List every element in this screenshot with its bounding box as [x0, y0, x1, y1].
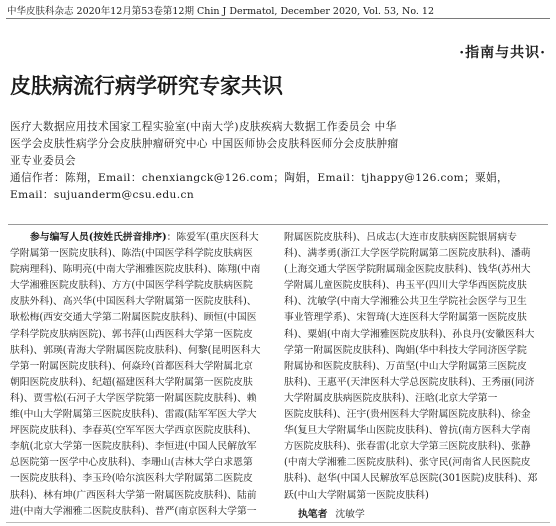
- affiliation-line: 亚专业委员会: [10, 155, 76, 167]
- writer-name: 沈敏学: [335, 508, 365, 520]
- contributors-line: 一医院皮肤科)、李玉玲(哈尔滨医科大学附属第二医院皮: [10, 473, 253, 485]
- contributors-line: 学第一附属医院皮肤科)、陶娟(华中科技大学同济医学院: [284, 344, 527, 356]
- contributors-line: 皮肤外科)、高兴华(中国医科大学附属第一医院皮肤科)、: [10, 296, 257, 308]
- contributors-line: 院病理科)、陈明亮(中南大学湘雅医院皮肤科)、陈翔(中南: [10, 264, 261, 276]
- contributors-line: 科)、贾雪松(石河子大学医学院第一附属医院皮肤科)、赖: [10, 392, 257, 404]
- contributors-line: 学第一附属医院皮肤科)、何焱玲(首都医科大学附属北京: [10, 360, 253, 372]
- correspondence-line: 通信作者：陈翔，Email：chenxiangck@126.com；陶娟，Email：tjhappy@126.com；粟娟，: [10, 172, 509, 184]
- contributors-line: 李航(北京大学第一医院皮肤科)、李恒进(中国人民解放军: [10, 441, 257, 453]
- correspondence-line: Email：sujuanderm@csu.edu.cn: [10, 189, 195, 201]
- affiliation-line: 医学会皮肤性病学分会皮肤肿瘤研究中心 中国医师协会皮肤科医师分会皮肤肿瘤: [10, 138, 399, 150]
- contributors-first-line: [10, 230, 272, 246]
- contributors-label: 参与编写人员(按姓氏拼音排序): [30, 232, 167, 243]
- author-affiliation: [10, 119, 546, 204]
- contributors-line: 附属医院皮肤科)、吕成志(大连市皮肤病医院银屑病专: [284, 232, 517, 243]
- contributors-line: 附属协和医院皮肤科)、万苗坚(中山大学附属第三医院皮: [284, 360, 527, 372]
- contributors-line: 肤科)、赵华(中国人民解放军总医院(301医院)皮肤科)、郑: [284, 473, 538, 485]
- contributors-line: 进(中南大学湘雅二医院皮肤科)、普严(南京医科大学第一: [10, 505, 257, 517]
- contributors-line: 大学湘雅医院皮肤科)、方方(中国医学科学院皮肤病医院: [10, 280, 253, 292]
- section-tag: ·指南与共识·: [459, 45, 546, 61]
- contributors-line: 学附属儿童医院皮肤科)、冉玉平(四川大学华西医院皮肤: [284, 280, 527, 292]
- contributors-line: 维(中山大学附属第三医院皮肤科)、雷霞(陆军军医大学大: [10, 409, 257, 421]
- contributors-line: 学科学院皮肤病医院)、郭书萍(山西医科大学第一医院皮: [10, 328, 253, 340]
- contributors-line: 坪医院皮肤科)、李春英(空军军医大学西京医院皮肤科)、: [10, 425, 257, 437]
- contributors-line: 方医院皮肤科)、张春雷(北京大学第三医院皮肤科)、张静: [284, 441, 531, 453]
- contributors-text: ：陈爱军(重庆医科大: [166, 232, 259, 243]
- header-rule: [6, 18, 550, 19]
- contributors-line: 科)、粟娟(中南大学湘雅医院皮肤科)、孙良丹(安徽医科大: [284, 328, 535, 340]
- contributors-line: 科)、沈敏学(中南大学湘雅公共卫生学院社会医学与卫生: [284, 296, 527, 308]
- contributors-line: 总医院第一医学中心皮肤科)、李珊山(吉林大学白求恩第: [10, 457, 253, 469]
- contributors-line: 科)、满孝勇(浙江大学医学院附属第二医院皮肤科)、潘萌: [284, 248, 531, 260]
- affiliation-line: 医疗大数据应用技术国家工程实验室(中南大学)皮肤疾病大数据工作委员会 中华: [10, 121, 397, 133]
- writer-label: 执笔者: [298, 508, 328, 520]
- bottom-edge-rule: [6, 522, 550, 523]
- contributors-line: 肤科)、王惠平(天津医科大学总医院皮肤科)、王秀丽(同济: [284, 376, 535, 388]
- contributors-line: 朝阳医院皮肤科)、纪超(福建医科大学附属第一医院皮肤: [10, 376, 253, 388]
- contributors-line: (上海交通大学医学院附属瑞金医院皮肤科)、钱华(苏州大: [284, 264, 531, 276]
- article-title: 皮肤病流行病学研究专家共识: [10, 73, 283, 98]
- contributors-line: 肤科)、林有坤(广西医科大学第一附属医院皮肤科)、陆前: [10, 489, 257, 501]
- contributors-line: 事业管理学系)、宋智琦(大连医科大学附属第一医院皮肤: [284, 312, 527, 324]
- contributors-line: 耿松梅(西安交通大学第二附属医院皮肤科)、顾恒(中国医: [10, 312, 257, 324]
- contributors-line: 大学附属皮肤病医院皮肤科)、汪晗(北京大学第一: [284, 392, 498, 404]
- contributors-column-left: [10, 230, 272, 520]
- contributors-column-right: [284, 230, 546, 523]
- contributors-line: 跃(中山大学附属第一医院皮肤科): [284, 489, 429, 501]
- contributors-line: 学附属第一医院皮肤科)、陈浩(中国医学科学院皮肤病医: [10, 248, 253, 260]
- credits-divider: [8, 224, 548, 225]
- contributors-line: 医院皮肤科)、汪宇(贵州医科大学附属医院皮肤科)、徐金: [284, 409, 531, 421]
- running-head: 中华皮肤科杂志 2020年12月第53卷第12期 Chin J Dermatol, December 2020, Vol. 53, No. 12: [7, 6, 435, 17]
- writer-line: [284, 507, 546, 523]
- contributors-line: (中南大学湘雅二医院皮肤科)、张守民(河南省人民医院皮: [284, 457, 531, 469]
- contributors-line: 肤科)、郭瑛(青海大学附属医院皮肤科)、何黎(昆明医科大: [10, 344, 261, 356]
- contributors-line: 华(复旦大学附属华山医院皮肤科)、曾抗(南方医科大学南: [284, 425, 531, 437]
